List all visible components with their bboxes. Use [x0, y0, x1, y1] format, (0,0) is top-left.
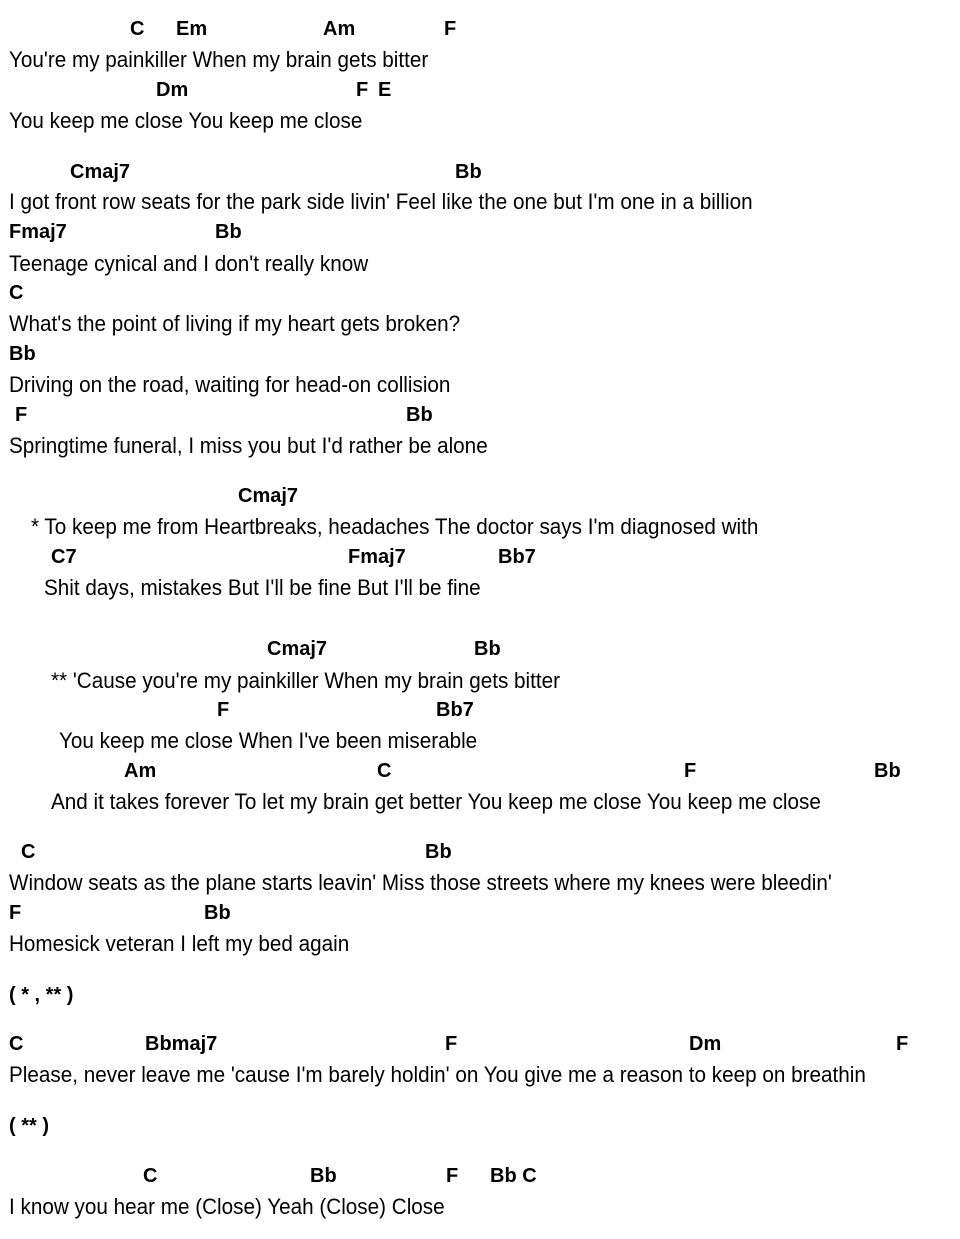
lyric-line: Please, never leave me 'cause I'm barely holdin' on You give me a reason to keep on breathin	[9, 1062, 866, 1087]
chord: F	[684, 760, 697, 782]
chord: Bb C	[490, 1165, 537, 1187]
chord: Cmaj7	[238, 485, 299, 507]
chord: F	[896, 1033, 909, 1055]
chord: C	[21, 841, 36, 863]
chord: Bb	[204, 902, 231, 924]
lyric-line: ** 'Cause you're my painkiller When my brain gets bitter	[51, 668, 561, 693]
chord: Am	[124, 760, 157, 782]
chord: E	[378, 79, 392, 101]
repeat-marker: ( ** )	[9, 1115, 49, 1137]
lyric-line: Shit days, mistakes But I'll be fine But I'll be fine	[44, 575, 481, 600]
chord: F	[15, 404, 28, 426]
lyric-line: What's the point of living if my heart gets broken?	[9, 311, 461, 336]
chord: Am	[323, 18, 356, 40]
chord: F	[356, 79, 369, 101]
lyric-line: And it takes forever To let my brain get better You keep me close You keep me close	[51, 789, 821, 814]
lyric-line: * To keep me from Heartbreaks, headaches The doctor says I'm diagnosed with	[31, 514, 759, 539]
chord: Bb	[455, 161, 482, 183]
chord: Fmaj7	[9, 221, 67, 243]
chord: Bb	[474, 638, 501, 660]
chord: Bb	[9, 343, 36, 365]
lyric-line: You're my painkiller When my brain gets bitter	[9, 47, 429, 72]
chord: Bb	[874, 760, 901, 782]
chord: F	[445, 1033, 458, 1055]
chord: Bbmaj7	[145, 1033, 218, 1055]
chord: Fmaj7	[348, 546, 406, 568]
chord: Bb	[406, 404, 433, 426]
chord: F	[444, 18, 457, 40]
lyric-line: I know you hear me (Close) Yeah (Close) Close	[9, 1194, 445, 1219]
lyric-line: You keep me close When I've been miserable	[59, 728, 478, 753]
chord: C	[9, 282, 24, 304]
lyric-line: Springtime funeral, I miss you but I'd rather be alone	[9, 433, 488, 458]
chord: Em	[176, 18, 208, 40]
chord: C	[130, 18, 145, 40]
lyric-line: Driving on the road, waiting for head-on collision	[9, 372, 451, 397]
lyric-line: Homesick veteran I left my bed again	[9, 931, 350, 956]
chord: C	[9, 1033, 24, 1055]
chord: Dm	[689, 1033, 722, 1055]
chord: C	[143, 1165, 158, 1187]
chord: Bb	[215, 221, 242, 243]
lyric-line: I got front row seats for the park side livin' Feel like the one but I'm one in a billion	[9, 189, 753, 214]
chord: Bb	[425, 841, 452, 863]
chord: F	[9, 902, 22, 924]
chord: Cmaj7	[267, 638, 328, 660]
chord: C	[377, 760, 392, 782]
chord: Bb	[310, 1165, 337, 1187]
lyric-line: Window seats as the plane starts leavin' Miss those streets where my knees were bleedin'	[9, 870, 832, 895]
chord: F	[217, 699, 230, 721]
chord: Dm	[156, 79, 189, 101]
chord: Bb7	[436, 699, 474, 721]
chord: C7	[51, 546, 77, 568]
lyric-line: You keep me close You keep me close	[9, 108, 363, 133]
chord: Bb7	[498, 546, 536, 568]
chord: Cmaj7	[70, 161, 131, 183]
chord: F	[446, 1165, 459, 1187]
lyric-line: Teenage cynical and I don't really know	[9, 251, 369, 276]
repeat-marker: ( * , ** )	[9, 984, 74, 1006]
